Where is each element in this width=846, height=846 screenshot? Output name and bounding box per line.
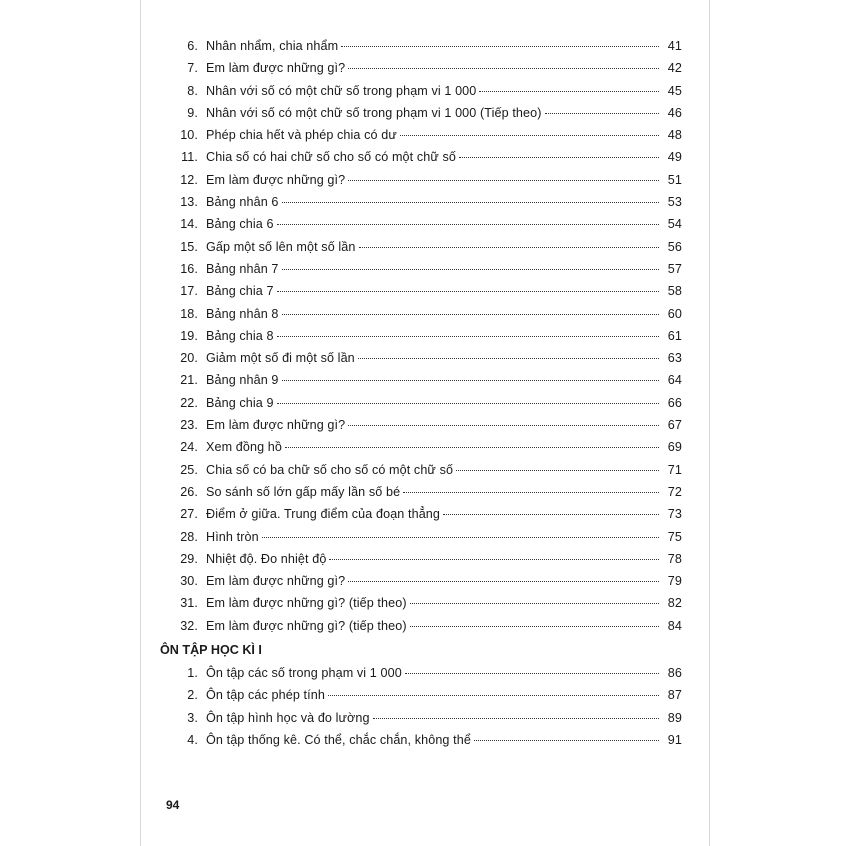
section-toc-list [160, 662, 682, 751]
table-of-contents [160, 35, 682, 751]
entry-page: 56 [667, 239, 682, 254]
entry-title: Ôn tập các phép tính [206, 688, 325, 703]
dot-leader [479, 91, 659, 92]
entry-number: 3. [187, 710, 198, 725]
entry-title: Hình tròn [206, 529, 259, 544]
entry-number: 9. [187, 105, 198, 120]
entry-page: 49 [667, 150, 682, 165]
dot-leader [328, 695, 659, 696]
entry-title: Em làm được những gì? [206, 574, 346, 589]
entry-page: 82 [667, 596, 682, 611]
toc-entry [160, 392, 682, 414]
entry-title: Em làm được những gì? [206, 61, 346, 76]
entry-title: Gấp một số lên một số lần [206, 239, 356, 254]
entry-number: 11. [181, 150, 198, 165]
dot-leader [348, 581, 659, 582]
dot-leader [282, 269, 659, 270]
dot-leader [277, 291, 659, 292]
toc-entry [160, 548, 682, 570]
toc-entry [160, 592, 682, 614]
toc-entry [160, 169, 682, 191]
entry-title: Nhiệt độ. Đo nhiệt độ [206, 551, 327, 566]
toc-entry [160, 236, 682, 258]
entry-page: 79 [667, 574, 682, 589]
entry-number: 4. [187, 732, 198, 747]
entry-title: Bảng nhân 6 [206, 195, 279, 210]
entry-page: 75 [667, 529, 682, 544]
entry-number: 6. [187, 39, 198, 53]
dot-leader [348, 68, 659, 69]
toc-entry [160, 503, 682, 525]
toc-entry [160, 102, 682, 124]
entry-page: 73 [667, 507, 682, 522]
toc-entry [160, 729, 682, 751]
entry-page: 66 [667, 395, 682, 410]
entry-title: Bảng chia 9 [206, 395, 274, 410]
dot-leader [277, 403, 659, 404]
dot-leader [277, 224, 659, 225]
entry-title: Bảng chia 8 [206, 328, 274, 343]
entry-title: Xem đồng hồ [206, 440, 283, 455]
entry-page: 53 [667, 195, 682, 210]
toc-entry [160, 436, 682, 458]
entry-title: Bảng chia 6 [206, 217, 274, 232]
dot-leader [405, 673, 659, 674]
entry-title: Chia số có hai chữ số cho số có một chữ số [206, 150, 456, 165]
entry-title: So sánh số lớn gấp mấy lần số bé [206, 484, 401, 499]
toc-entry [160, 615, 682, 637]
toc-entry [160, 414, 682, 436]
entry-page: 89 [667, 710, 682, 725]
entry-number: 7. [187, 61, 198, 76]
entry-page: 71 [667, 462, 682, 477]
entry-page: 72 [667, 484, 682, 499]
toc-entry [160, 35, 682, 57]
dot-leader [282, 380, 659, 381]
entry-page: 42 [667, 61, 682, 76]
entry-title: Bảng chia 7 [206, 284, 274, 299]
entry-number: 16. [180, 261, 198, 276]
toc-entry [160, 191, 682, 213]
entry-number: 32. [180, 618, 198, 633]
entry-title: Ôn tập hình học và đo lường [206, 710, 370, 725]
entry-number: 25. [180, 462, 198, 477]
entry-title: Điểm ở giữa. Trung điểm của đoạn thẳng [206, 507, 441, 522]
dot-leader [443, 514, 659, 515]
toc-entry [160, 124, 682, 146]
toc-entry [160, 347, 682, 369]
entry-title: Nhân với số có một chữ số trong phạm vi 1 000 [206, 83, 477, 98]
entry-title: Nhân với số có một chữ số trong phạm vi 1 000 (Tiếp theo) [206, 105, 542, 120]
entry-title: Ôn tập thống kê. Có thể, chắc chắn, không thể [206, 732, 471, 747]
dot-leader [348, 425, 659, 426]
entry-page: 69 [667, 440, 682, 455]
entry-number: 24. [180, 440, 198, 455]
dot-leader [410, 603, 659, 604]
entry-page: 45 [667, 83, 682, 98]
entry-title: Nhân nhẩm, chia nhẩm [206, 39, 339, 53]
dot-leader [459, 157, 659, 158]
toc-list [160, 35, 682, 637]
entry-page: 64 [667, 373, 682, 388]
section-heading: ÔN TẬP HỌC KÌ I [160, 643, 262, 658]
entry-page: 57 [667, 261, 682, 276]
entry-number: 23. [180, 418, 198, 433]
dot-leader [373, 718, 659, 719]
entry-page: 86 [667, 666, 682, 681]
toc-entry [160, 707, 682, 729]
entry-title: Bảng nhân 7 [206, 261, 279, 276]
toc-entry [160, 303, 682, 325]
dot-leader [410, 626, 659, 627]
toc-entry [160, 213, 682, 235]
entry-page: 84 [667, 618, 682, 633]
entry-page: 58 [667, 284, 682, 299]
entry-number: 22. [180, 395, 198, 410]
entry-title: Em làm được những gì? (tiếp theo) [206, 596, 407, 611]
entry-number: 17. [180, 284, 198, 299]
toc-entry [160, 481, 682, 503]
entry-number: 12. [180, 172, 198, 187]
entry-number: 14. [180, 217, 198, 232]
dot-leader [329, 559, 659, 560]
entry-number: 2. [187, 688, 198, 703]
dot-leader [474, 740, 659, 741]
entry-number: 27. [180, 507, 198, 522]
dot-leader [400, 135, 659, 136]
entry-number: 15. [180, 239, 198, 254]
entry-number: 26. [180, 484, 198, 499]
entry-title: Phép chia hết và phép chia có dư [206, 128, 397, 143]
toc-entry [160, 280, 682, 302]
entry-page: 48 [667, 128, 682, 143]
entry-number: 10. [180, 128, 198, 143]
entry-page: 87 [667, 688, 682, 703]
toc-entry [160, 684, 682, 706]
entry-title: Ôn tập các số trong phạm vi 1 000 [206, 666, 402, 681]
entry-number: 29. [180, 551, 198, 566]
entry-number: 1. [187, 666, 198, 681]
entry-title: Giảm một số đi một số lần [206, 351, 355, 366]
toc-entry [160, 258, 682, 280]
toc-entry [160, 570, 682, 592]
entry-number: 30. [180, 574, 198, 589]
entry-page: 91 [667, 732, 682, 747]
entry-title: Em làm được những gì? (tiếp theo) [206, 618, 407, 633]
entry-title: Bảng nhân 9 [206, 373, 279, 388]
dot-leader [358, 358, 659, 359]
entry-title: Em làm được những gì? [206, 172, 346, 187]
entry-title: Bảng nhân 8 [206, 306, 279, 321]
toc-entry [160, 369, 682, 391]
entry-number: 13. [180, 195, 198, 210]
dot-leader [545, 113, 659, 114]
entry-page: 46 [667, 105, 682, 120]
entry-page: 41 [667, 39, 682, 53]
dot-leader [456, 470, 659, 471]
entry-number: 8. [187, 83, 198, 98]
entry-page: 67 [667, 418, 682, 433]
toc-entry [160, 146, 682, 168]
entry-page: 54 [667, 217, 682, 232]
entry-page: 78 [667, 551, 682, 566]
entry-number: 28. [180, 529, 198, 544]
dot-leader [282, 202, 659, 203]
dot-leader [277, 336, 659, 337]
entry-number: 21. [180, 373, 198, 388]
entry-page: 61 [667, 328, 682, 343]
dot-leader [359, 247, 660, 248]
dot-leader [341, 46, 659, 47]
entry-title: Chia số có ba chữ số cho số có một chữ số [206, 462, 454, 477]
toc-entry [160, 57, 682, 79]
toc-entry [160, 325, 682, 347]
toc-entry [160, 80, 682, 102]
toc-entry [160, 662, 682, 684]
page-number: 94 [166, 798, 180, 812]
entry-number: 20. [180, 351, 198, 366]
dot-leader [403, 492, 659, 493]
entry-number: 19. [180, 328, 198, 343]
dot-leader [285, 447, 659, 448]
toc-entry [160, 526, 682, 548]
entry-page: 63 [667, 351, 682, 366]
dot-leader [348, 180, 659, 181]
entry-page: 51 [667, 172, 682, 187]
toc-entry [160, 459, 682, 481]
dot-leader [262, 537, 659, 538]
entry-page: 60 [667, 306, 682, 321]
entry-number: 18. [180, 306, 198, 321]
entry-title: Em làm được những gì? [206, 418, 346, 433]
entry-number: 31. [180, 596, 198, 611]
dot-leader [282, 314, 659, 315]
